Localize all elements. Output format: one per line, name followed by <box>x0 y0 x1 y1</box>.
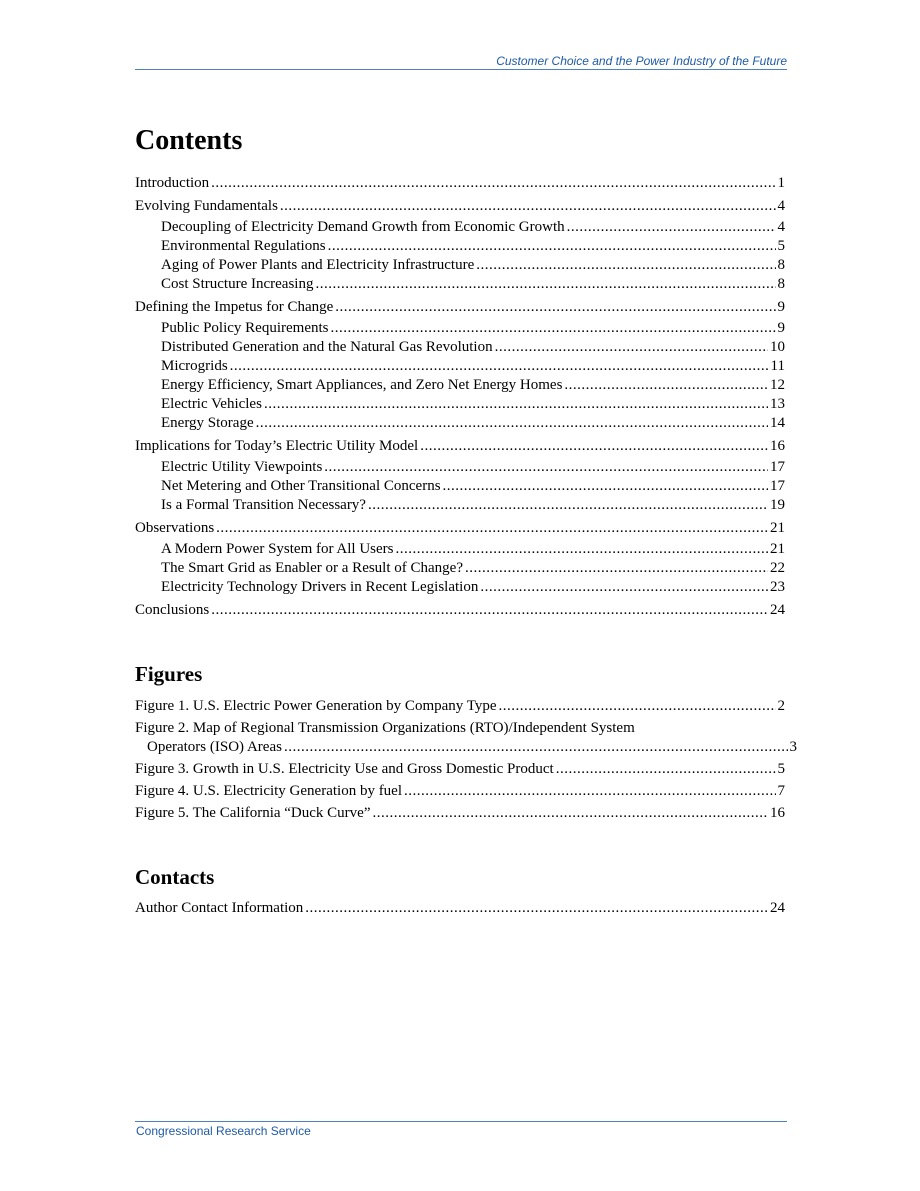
toc-entry-page: 22 <box>770 560 785 576</box>
dot-leader <box>328 237 776 256</box>
figures-list <box>135 697 797 823</box>
dot-leader <box>567 218 776 237</box>
toc-entry-technology-drivers[interactable] <box>135 578 785 597</box>
dot-leader <box>330 319 775 338</box>
figure-entry-title: Figure 4. U.S. Electricity Generation by fuel <box>135 783 403 799</box>
dot-leader <box>465 559 768 578</box>
dot-leader <box>305 899 768 918</box>
toc-entry-page: 9 <box>777 299 785 315</box>
toc-entry-impetus-for-change[interactable] <box>135 298 785 317</box>
toc-entry-page: 21 <box>770 520 785 536</box>
toc-entry-title: Implications for Today’s Electric Utility Model <box>135 438 419 454</box>
figure-entry-title-line1: Figure 2. Map of Regional Transmission Organizations (RTO)/Independent System <box>135 720 635 736</box>
contact-entry-title: Author Contact Information <box>135 900 304 916</box>
toc-entry-page: 5 <box>777 238 785 254</box>
toc-entry-title: Observations <box>135 520 215 536</box>
toc-entry-title: Distributed Generation and the Natural Gas Revolution <box>161 339 493 355</box>
dot-leader <box>476 256 775 275</box>
toc-entry-page: 8 <box>777 276 785 292</box>
dot-leader <box>396 540 769 559</box>
toc-entry-page: 4 <box>777 198 785 214</box>
dot-leader <box>335 298 775 317</box>
toc-entry-observations[interactable] <box>135 519 785 538</box>
toc-entry-page: 9 <box>777 320 785 336</box>
toc-entry-utility-viewpoints[interactable] <box>135 458 785 477</box>
toc-entry-page: 23 <box>770 579 785 595</box>
toc-entry-aging-power-plants[interactable] <box>135 256 785 275</box>
toc-entry-title: Aging of Power Plants and Electricity Infrastructure <box>161 257 475 273</box>
footer-text: Congressional Research Service <box>136 1124 311 1138</box>
toc-entry-title: Defining the Impetus for Change <box>135 299 334 315</box>
dot-leader <box>564 376 768 395</box>
dot-leader <box>373 804 769 823</box>
toc-entry-energy-efficiency[interactable] <box>135 376 785 395</box>
dot-leader <box>443 477 768 496</box>
toc-entry-title: Public Policy Requirements <box>161 320 329 336</box>
dot-leader <box>368 496 768 515</box>
toc-entry-cost-structure[interactable] <box>135 275 785 294</box>
toc-entry-page: 21 <box>770 541 785 557</box>
dot-leader <box>211 174 775 193</box>
running-header <box>135 54 787 70</box>
dot-leader <box>230 357 769 376</box>
toc-entry-introduction[interactable] <box>135 174 785 193</box>
figure-entry-5[interactable] <box>135 804 785 823</box>
dot-leader <box>495 338 768 357</box>
toc-entry-environmental-regulations[interactable] <box>135 237 785 256</box>
toc-entry-title: Evolving Fundamentals <box>135 198 278 214</box>
toc-entry-title: Electric Vehicles <box>161 396 262 412</box>
toc-entry-microgrids[interactable] <box>135 357 785 376</box>
contacts-list <box>135 899 785 918</box>
page-footer <box>135 1121 787 1138</box>
toc-entry-page: 17 <box>770 478 785 494</box>
toc-entry-title: Environmental Regulations <box>161 238 326 254</box>
contact-entry-author[interactable] <box>135 899 785 918</box>
toc-entry-net-metering[interactable] <box>135 477 785 496</box>
figure-entry-1[interactable] <box>135 697 785 716</box>
figure-entry-page: 16 <box>770 805 785 821</box>
toc-entry-page: 12 <box>770 377 785 393</box>
figure-entry-4[interactable] <box>135 782 785 801</box>
toc-entry-title: Introduction <box>135 175 210 191</box>
toc-entry-decoupling[interactable] <box>135 218 785 237</box>
contents-heading: Contents <box>135 125 243 156</box>
toc-entry-title: Cost Structure Increasing <box>161 276 314 292</box>
toc-entry-title: Decoupling of Electricity Demand Growth from Economic Growth <box>161 219 565 235</box>
toc-entry-page: 1 <box>777 175 785 191</box>
toc-entry-distributed-generation[interactable] <box>135 338 785 357</box>
toc-entry-title: The Smart Grid as Enabler or a Result of Change? <box>161 560 463 576</box>
figure-entry-title: Figure 5. The California “Duck Curve” <box>135 805 371 821</box>
toc-entry-page: 14 <box>770 415 785 431</box>
toc-entry-page: 13 <box>770 396 785 412</box>
dot-leader <box>480 578 768 597</box>
toc-entry-title: Conclusions <box>135 602 210 618</box>
figure-entry-title: Figure 1. U.S. Electric Power Generation by Company Type <box>135 698 497 714</box>
toc-entry-title: Energy Efficiency, Smart Appliances, and Zero Net Energy Homes <box>161 377 563 393</box>
toc-entry-title: Electricity Technology Drivers in Recent Legislation <box>161 579 479 595</box>
dot-leader <box>280 197 776 216</box>
dot-leader <box>499 697 776 716</box>
contents-list <box>135 174 785 620</box>
figure-entry-page: 7 <box>777 783 785 799</box>
dot-leader <box>284 738 788 757</box>
toc-entry-public-policy[interactable] <box>135 319 785 338</box>
figure-entry-page: 5 <box>777 761 785 777</box>
toc-entry-title: Net Metering and Other Transitional Concerns <box>161 478 441 494</box>
toc-entry-title: Energy Storage <box>161 415 254 431</box>
toc-entry-title: Electric Utility Viewpoints <box>161 459 323 475</box>
toc-entry-title: A Modern Power System for All Users <box>161 541 394 557</box>
header-title: Customer Choice and the Power Industry of the Future <box>496 54 787 68</box>
dot-leader <box>256 414 768 433</box>
figure-entry-title: Operators (ISO) Areas <box>147 739 282 755</box>
toc-entry-page: 17 <box>770 459 785 475</box>
figure-entry-2[interactable] <box>135 719 797 757</box>
toc-entry-smart-grid[interactable] <box>135 559 785 578</box>
figures-heading: Figures <box>135 662 203 686</box>
dot-leader <box>324 458 768 477</box>
toc-entry-evolving-fundamentals[interactable] <box>135 197 785 216</box>
toc-entry-page: 8 <box>777 257 785 273</box>
toc-entry-page: 10 <box>770 339 785 355</box>
toc-entry-formal-transition[interactable] <box>135 496 785 515</box>
contacts-heading: Contacts <box>135 865 215 889</box>
toc-entry-page: 24 <box>770 602 785 618</box>
dot-leader <box>211 601 768 620</box>
figure-entry-page: 3 <box>789 739 797 755</box>
dot-leader <box>556 760 776 779</box>
contact-entry-page: 24 <box>770 900 785 916</box>
dot-leader <box>264 395 768 414</box>
toc-entry-title: Microgrids <box>161 358 228 374</box>
dot-leader <box>216 519 768 538</box>
toc-entry-energy-storage[interactable] <box>135 414 785 433</box>
toc-entry-electric-vehicles[interactable] <box>135 395 785 414</box>
dot-leader <box>404 782 775 801</box>
toc-entry-page: 16 <box>770 438 785 454</box>
figure-entry-page: 2 <box>777 698 785 714</box>
toc-entry-page: 4 <box>777 219 785 235</box>
toc-entry-implications[interactable] <box>135 437 785 456</box>
toc-entry-page: 11 <box>770 358 785 374</box>
dot-leader <box>315 275 775 294</box>
toc-entry-conclusions[interactable] <box>135 601 785 620</box>
figure-entry-title: Figure 3. Growth in U.S. Electricity Use and Gross Domestic Product <box>135 761 554 777</box>
toc-entry-page: 19 <box>770 497 785 513</box>
figure-entry-3[interactable] <box>135 760 785 779</box>
dot-leader <box>420 437 768 456</box>
toc-entry-modern-power-system[interactable] <box>135 540 785 559</box>
toc-entry-title: Is a Formal Transition Necessary? <box>161 497 366 513</box>
